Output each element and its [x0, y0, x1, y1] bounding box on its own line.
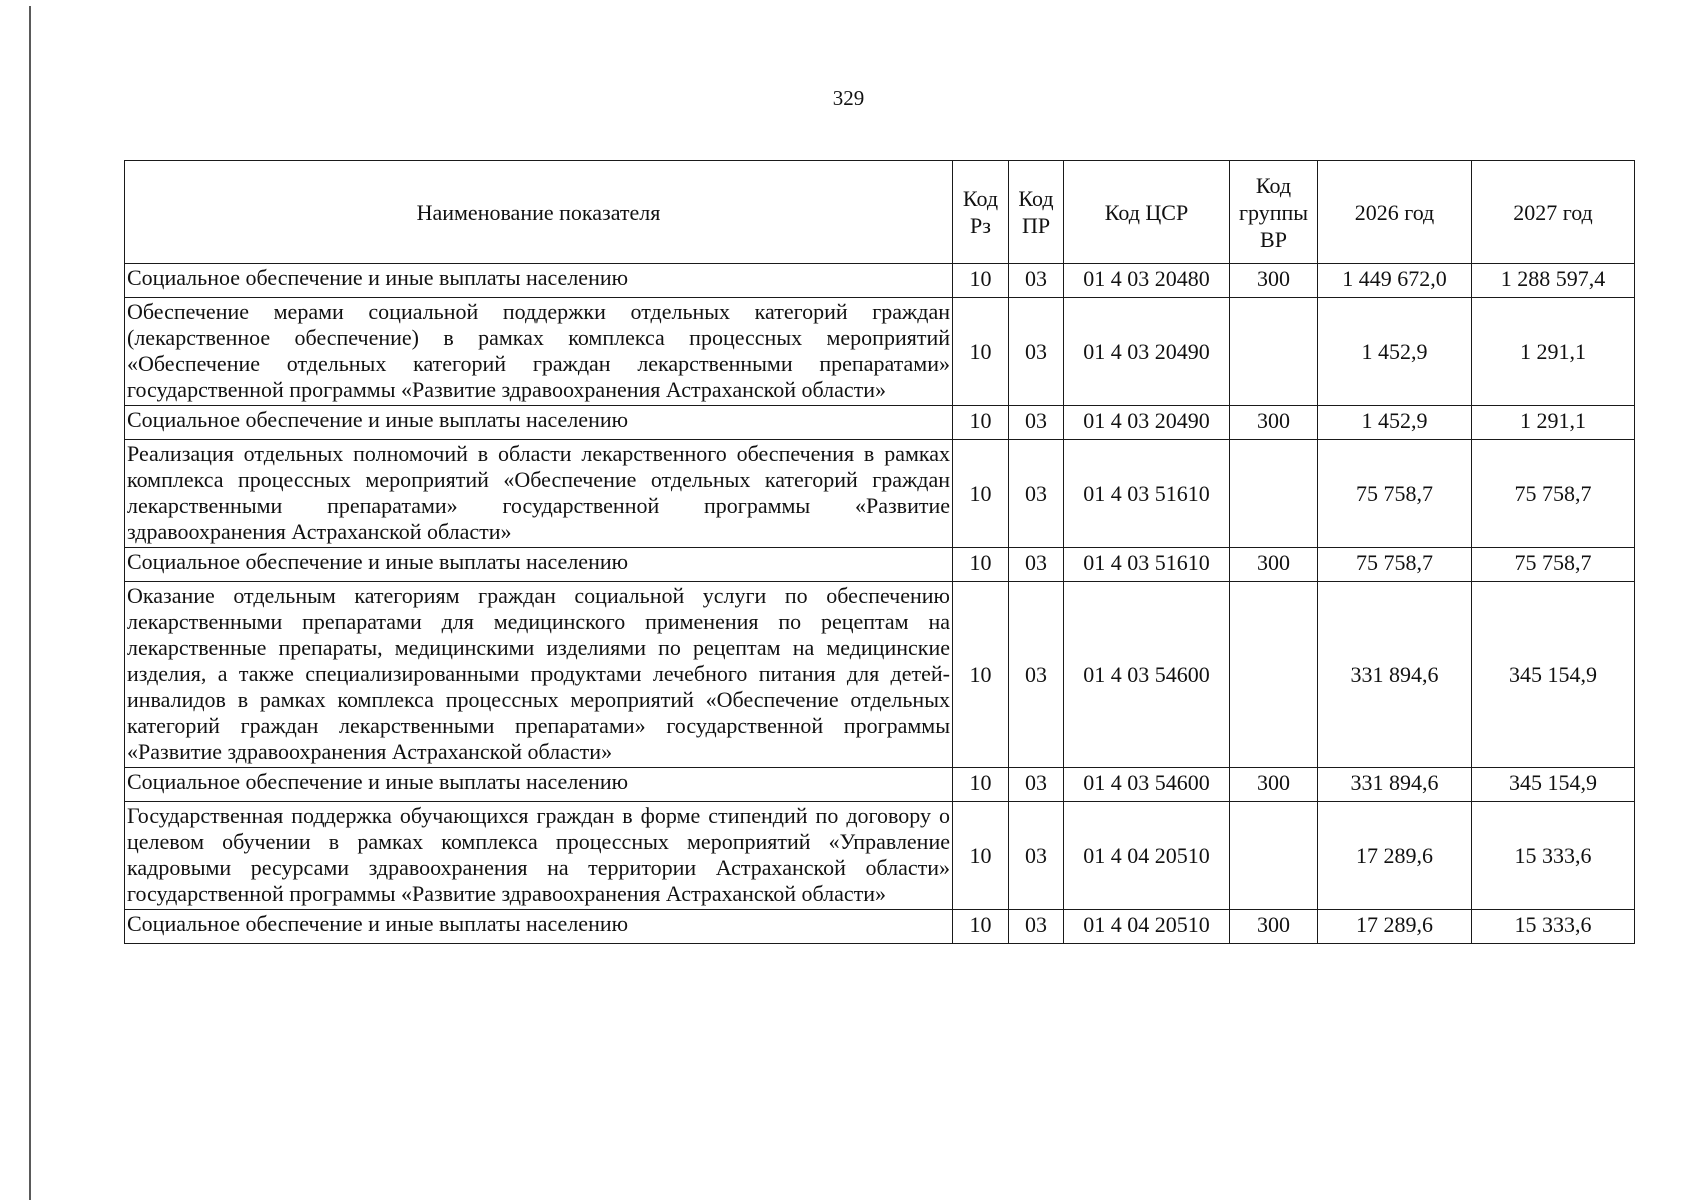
- cell-rz: 10: [953, 910, 1009, 944]
- cell-rz: 10: [953, 768, 1009, 802]
- cell-name: Социальное обеспечение и иные выплаты населению: [125, 406, 953, 440]
- cell-pr: 03: [1009, 298, 1064, 406]
- cell-csr: 01 4 03 54600: [1064, 582, 1230, 768]
- table-row: [125, 298, 1635, 406]
- header-2027: 2027 год: [1472, 161, 1635, 264]
- cell-pr: 03: [1009, 406, 1064, 440]
- table-row: [125, 582, 1635, 768]
- cell-2026: 1 452,9: [1318, 406, 1472, 440]
- cell-csr: 01 4 04 20510: [1064, 910, 1230, 944]
- cell-name: Оказание отдельным категориям граждан социальной услуги по обеспечению лекарственными препаратами для медицинского применения по рецептам на лекарственные препараты, медицинскими изделиями по рецептам на медицинские изделия, а также специализированными продуктами лечебного питания для детей-инвалидов в рамках комплекса процессных мероприятий «Обеспечение отдельных категорий граждан лекарственными препаратами» государственной программы «Развитие здравоохранения Астраханской области»: [125, 582, 953, 768]
- cell-2026: 75 758,7: [1318, 548, 1472, 582]
- cell-rz: 10: [953, 264, 1009, 298]
- header-2026: 2026 год: [1318, 161, 1472, 264]
- table-row: [125, 910, 1635, 944]
- table-header: [125, 161, 1635, 264]
- cell-rz: 10: [953, 298, 1009, 406]
- cell-pr: 03: [1009, 440, 1064, 548]
- cell-2027: 345 154,9: [1472, 768, 1635, 802]
- cell-2026: 17 289,6: [1318, 910, 1472, 944]
- header-name: Наименование показателя: [125, 161, 953, 264]
- cell-2027: 345 154,9: [1472, 582, 1635, 768]
- cell-rz: 10: [953, 802, 1009, 910]
- cell-2027: 15 333,6: [1472, 910, 1635, 944]
- cell-2027: 1 291,1: [1472, 298, 1635, 406]
- table-row: [125, 264, 1635, 298]
- header-pr: Код ПР: [1009, 161, 1064, 264]
- cell-2026: 1 449 672,0: [1318, 264, 1472, 298]
- cell-2027: 75 758,7: [1472, 440, 1635, 548]
- cell-name: Социальное обеспечение и иные выплаты населению: [125, 910, 953, 944]
- header-vr: Код группы ВР: [1230, 161, 1318, 264]
- page-number: 329: [832, 86, 865, 110]
- cell-pr: 03: [1009, 264, 1064, 298]
- cell-pr: 03: [1009, 582, 1064, 768]
- cell-2027: 1 291,1: [1472, 406, 1635, 440]
- table-body: [125, 264, 1635, 944]
- cell-2027: 15 333,6: [1472, 802, 1635, 910]
- cell-vr: 300: [1230, 548, 1318, 582]
- cell-vr: [1230, 802, 1318, 910]
- cell-csr: 01 4 03 20490: [1064, 298, 1230, 406]
- cell-vr: 300: [1230, 406, 1318, 440]
- cell-vr: 300: [1230, 910, 1318, 944]
- cell-2026: 331 894,6: [1318, 768, 1472, 802]
- header-rz: Код Рз: [953, 161, 1009, 264]
- cell-vr: [1230, 582, 1318, 768]
- cell-pr: 03: [1009, 910, 1064, 944]
- cell-csr: 01 4 03 20490: [1064, 406, 1230, 440]
- cell-name: Социальное обеспечение и иные выплаты населению: [125, 548, 953, 582]
- table-row: [125, 768, 1635, 802]
- cell-rz: 10: [953, 440, 1009, 548]
- cell-2026: 17 289,6: [1318, 802, 1472, 910]
- cell-name: Государственная поддержка обучающихся граждан в форме стипендий по договору о целевом обучении в рамках комплекса процессных мероприятий «Управление кадровыми ресурсами здравоохранения на территории Астраханской области» государственной программы «Развитие здравоохранения Астраханской области»: [125, 802, 953, 910]
- cell-2026: 1 452,9: [1318, 298, 1472, 406]
- table-row: [125, 802, 1635, 910]
- left-margin-line: [29, 6, 31, 1200]
- table-row: [125, 548, 1635, 582]
- cell-name: Социальное обеспечение и иные выплаты населению: [125, 264, 953, 298]
- cell-pr: 03: [1009, 548, 1064, 582]
- cell-csr: 01 4 03 54600: [1064, 768, 1230, 802]
- cell-2026: 331 894,6: [1318, 582, 1472, 768]
- cell-csr: 01 4 03 51610: [1064, 548, 1230, 582]
- cell-rz: 10: [953, 548, 1009, 582]
- cell-pr: 03: [1009, 802, 1064, 910]
- cell-csr: 01 4 03 20480: [1064, 264, 1230, 298]
- cell-name: Обеспечение мерами социальной поддержки отдельных категорий граждан (лекарственное обеспечение) в рамках комплекса процессных мероприятий «Обеспечение отдельных категорий граждан лекарственными препаратами» государственной программы «Развитие здравоохранения Астраханской области»: [125, 298, 953, 406]
- cell-vr: 300: [1230, 768, 1318, 802]
- cell-2027: 1 288 597,4: [1472, 264, 1635, 298]
- cell-2026: 75 758,7: [1318, 440, 1472, 548]
- table-row: [125, 406, 1635, 440]
- header-csr: Код ЦСР: [1064, 161, 1230, 264]
- cell-name: Социальное обеспечение и иные выплаты населению: [125, 768, 953, 802]
- cell-csr: 01 4 04 20510: [1064, 802, 1230, 910]
- cell-name: Реализация отдельных полномочий в области лекарственного обеспечения в рамках комплекса процессных мероприятий «Обеспечение отдельных категорий граждан лекарственными препаратами» государственной программы «Развитие здравоохранения Астраханской области»: [125, 440, 953, 548]
- cell-vr: 300: [1230, 264, 1318, 298]
- cell-rz: 10: [953, 406, 1009, 440]
- cell-2027: 75 758,7: [1472, 548, 1635, 582]
- cell-vr: [1230, 440, 1318, 548]
- budget-table: [124, 160, 1635, 944]
- header-row: [125, 161, 1635, 264]
- cell-rz: 10: [953, 582, 1009, 768]
- cell-csr: 01 4 03 51610: [1064, 440, 1230, 548]
- cell-pr: 03: [1009, 768, 1064, 802]
- cell-vr: [1230, 298, 1318, 406]
- table-row: [125, 440, 1635, 548]
